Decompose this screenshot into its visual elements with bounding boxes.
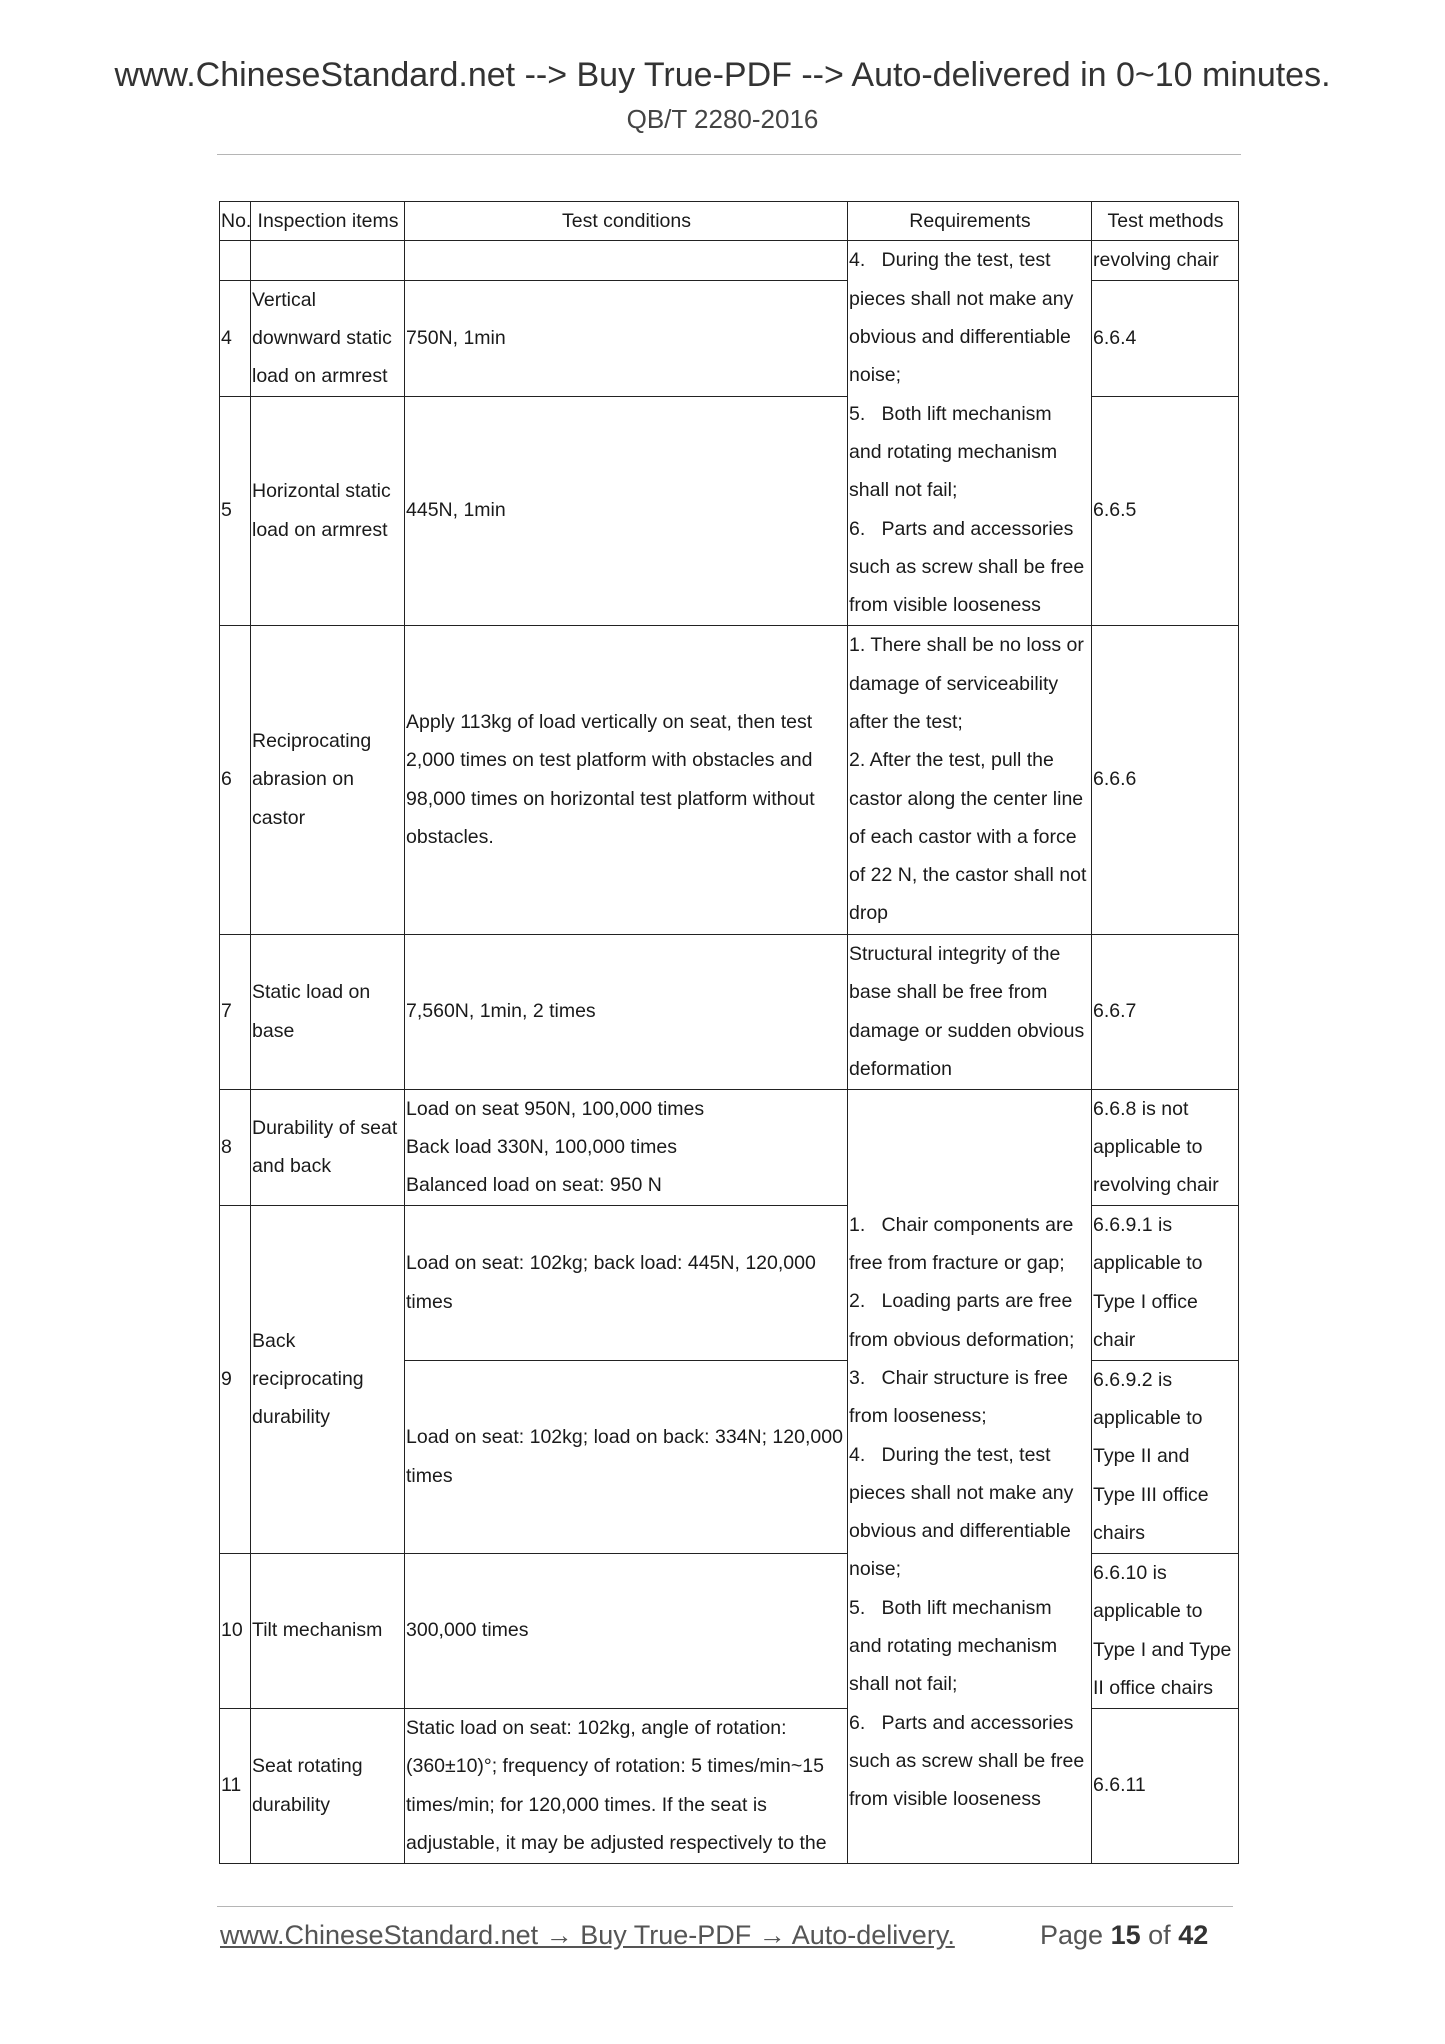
cell-conditions: 750N, 1min — [405, 280, 848, 396]
cell-conditions: Load on seat 950N, 100,000 times Back load 330N, 100,000 times Balanced load on seat: 950 N — [405, 1089, 848, 1205]
cell-no: 9 — [220, 1205, 251, 1553]
cell-conditions: Static load on seat: 102kg, angle of rotation: (360±10)°; frequency of rotation: 5 times/min~15 times/min; for 120,000 times. If the seat is adjustable, it may be adjusted respectively to the — [405, 1708, 848, 1863]
cell-item: Durability of seat and back — [251, 1089, 405, 1205]
table-row — [220, 934, 1239, 1089]
page-current: 15 — [1110, 1920, 1141, 1950]
cell-conditions: 300,000 times — [405, 1553, 848, 1708]
cell-requirements-shared: 1. Chair components are free from fracture or gap; 2. Loading parts are free from obvious deformation; 3. Chair structure is free from looseness; 4. During the test, test pieces shall not make any obvious and differentiable noise; 5. Both lift mechanism and rotating mechanism shall not fail; 6. Parts and accessories such as screw shall be free from visible looseness — [848, 1089, 1092, 1863]
cell-method: 6.6.9.1 is applicable to Type I office chair — [1092, 1205, 1239, 1360]
col-header-test-methods: Test methods — [1092, 202, 1239, 241]
table-header-row — [220, 202, 1239, 241]
cell-method: 6.6.4 — [1092, 280, 1239, 396]
cell-method: 6.6.8 is not applicable to revolving chair — [1092, 1089, 1239, 1205]
cell-method: 6.6.6 — [1092, 625, 1239, 934]
cell-no: 7 — [220, 934, 251, 1089]
cell-conditions: 7,560N, 1min, 2 times — [405, 934, 848, 1089]
cell-method: 6.6.5 — [1092, 396, 1239, 625]
footer-link[interactable]: www.ChineseStandard.net → Buy True-PDF → Auto-delivery. — [220, 1920, 955, 1950]
cell-no: 4 — [220, 280, 251, 396]
table-row — [220, 241, 1239, 280]
cell-method: revolving chair — [1092, 241, 1239, 280]
cell-item: Vertical downward static load on armrest — [251, 280, 405, 396]
cell-conditions: 445N, 1min — [405, 396, 848, 625]
table-row — [220, 625, 1239, 934]
cell-item: Horizontal static load on armrest — [251, 396, 405, 625]
cell-item: Static load on base — [251, 934, 405, 1089]
page-total: 42 — [1178, 1920, 1209, 1950]
cell-conditions: Load on seat: 102kg; load on back: 334N; 120,000 times — [405, 1360, 848, 1553]
page-indicator: Page 15 of 42 — [1040, 1920, 1209, 1950]
cell-item — [251, 241, 405, 280]
cell-method: 6.6.10 is applicable to Type I and Type II office chairs — [1092, 1553, 1239, 1708]
cell-method: 6.6.11 — [1092, 1708, 1239, 1863]
col-header-test-conditions: Test conditions — [405, 202, 848, 241]
cell-conditions — [405, 241, 848, 280]
cell-conditions: Apply 113kg of load vertically on seat, then test 2,000 times on test platform with obstacles and 98,000 times on horizontal test platform without obstacles. — [405, 625, 848, 934]
cell-no: 11 — [220, 1708, 251, 1863]
cell-item: Seat rotating durability — [251, 1708, 405, 1863]
cell-no: 8 — [220, 1089, 251, 1205]
cell-no — [220, 241, 251, 280]
cell-no: 5 — [220, 396, 251, 625]
inspection-table — [219, 201, 1239, 1864]
standard-code: QB/T 2280-2016 — [626, 104, 819, 134]
footer-divider — [217, 1906, 1233, 1907]
cell-requirements: 1. There shall be no loss or damage of serviceability after the test; 2. After the test, pull the castor along the center line of each castor with a force of 22 N, the castor shall not drop — [848, 625, 1092, 934]
col-header-requirements: Requirements — [848, 202, 1092, 241]
header-divider — [217, 154, 1241, 155]
cell-item: Tilt mechanism — [251, 1553, 405, 1708]
cell-method: 6.6.9.2 is applicable to Type II and Type III office chairs — [1092, 1360, 1239, 1553]
cell-method: 6.6.7 — [1092, 934, 1239, 1089]
col-header-inspection-items: Inspection items — [251, 202, 405, 241]
table-row — [220, 1089, 1239, 1205]
col-header-no: No. — [220, 202, 251, 241]
cell-no: 6 — [220, 625, 251, 934]
cell-conditions: Load on seat: 102kg; back load: 445N, 120,000 times — [405, 1205, 848, 1360]
cell-item: Back reciprocating durability — [251, 1205, 405, 1553]
cell-requirements: Structural integrity of the base shall be free from damage or sudden obvious deformation — [848, 934, 1092, 1089]
cell-no: 10 — [220, 1553, 251, 1708]
header-site-line: www.ChineseStandard.net --> Buy True-PDF --> Auto-delivered in 0~10 minutes. — [114, 56, 1331, 94]
cell-item: Reciprocating abrasion on castor — [251, 625, 405, 934]
cell-requirements-continued: 4. During the test, test pieces shall not make any obvious and differentiable noise; 5. Both lift mechanism and rotating mechanism shall not fail; 6. Parts and accessories such as screw shall be free from visible looseness — [848, 241, 1092, 625]
